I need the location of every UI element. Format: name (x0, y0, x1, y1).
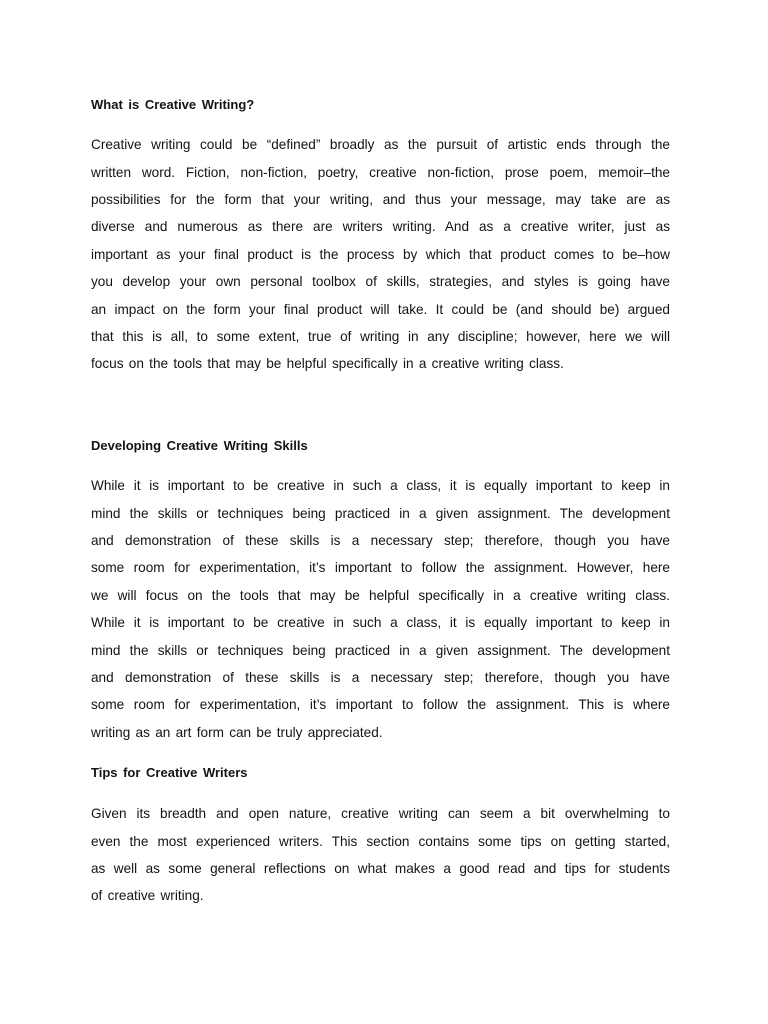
paragraph-line: Creative writing could be “defined” broadly as the pursuit of artistic ends through the (91, 137, 670, 153)
paragraph-line: as well as some general reflections on what makes a good read and tips for students (91, 861, 670, 877)
paragraph-line: and demonstration of these skills is a necessary step; therefore, though you have (91, 533, 670, 549)
paragraph-line: focus on the tools that may be helpful specifically in a creative writing class. (91, 356, 564, 372)
paragraph-line: important as your final product is the process by which that product comes to be–how (91, 246, 670, 262)
paragraph-line: that this is all, to some extent, true of writing in any discipline; however, here we will (91, 329, 670, 345)
paragraph-line: While it is important to be creative in such a class, it is equally important to keep in (91, 615, 670, 631)
section-paragraph-developing-creative-writing-skills (91, 472, 670, 746)
paragraph-line: written word. Fiction, non-fiction, poetry, creative non-fiction, prose poem, memoir–the (91, 164, 670, 180)
paragraph-line: of creative writing. (91, 888, 204, 904)
paragraph-line: While it is important to be creative in such a class, it is equally important to keep in (91, 478, 670, 494)
section-heading-what-is-creative-writing: What is Creative Writing? (91, 97, 255, 112)
paragraph-line: possibilities for the form that your writing, and thus your message, may take are as (91, 192, 670, 208)
section-heading-developing-creative-writing-skills: Developing Creative Writing Skills (91, 438, 308, 453)
paragraph-line: writing as an art form can be truly appreciated. (91, 724, 383, 740)
section-paragraph-tips-for-creative-writers (91, 800, 670, 910)
paragraph-line: mind the skills or techniques being practiced in a given assignment. The development (91, 642, 670, 658)
paragraph-line: mind the skills or techniques being practiced in a given assignment. The development (91, 505, 670, 521)
paragraph-line: some room for experimentation, it’s important to follow the assignment. This is where (91, 697, 670, 713)
paragraph-line: and demonstration of these skills is a necessary step; therefore, though you have (91, 670, 670, 686)
paragraph-line: some room for experimentation, it’s important to follow the assignment. However, here (91, 560, 670, 576)
section-paragraph-what-is-creative-writing (91, 131, 670, 378)
section-heading-tips-for-creative-writers: Tips for Creative Writers (91, 765, 248, 780)
paragraph-line: we will focus on the tools that may be helpful specifically in a creative writing class. (91, 587, 670, 603)
paragraph-line: Given its breadth and open nature, creative writing can seem a bit overwhelming to (91, 806, 670, 822)
paragraph-line: an impact on the form your final product will take. It could be (and should be) argued (91, 301, 670, 317)
paragraph-line: you develop your own personal toolbox of skills, strategies, and styles is going have (91, 274, 670, 290)
paragraph-line: diverse and numerous as there are writers writing. And as a creative writer, just as (91, 219, 670, 235)
paragraph-line: even the most experienced writers. This section contains some tips on getting started, (91, 833, 670, 849)
